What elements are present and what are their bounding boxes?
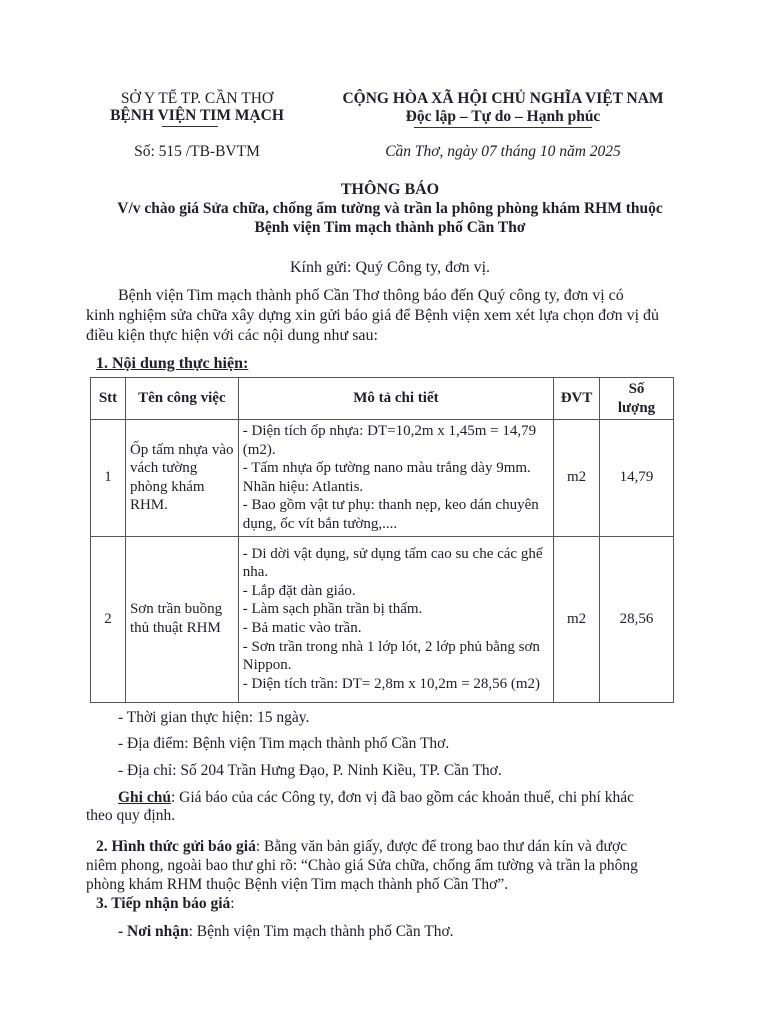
section-2-label: 2. Hình thức gửi báo giá bbox=[96, 838, 256, 855]
section-2-line-1 bbox=[96, 838, 627, 856]
section-3-heading bbox=[96, 895, 235, 913]
row-unit: m2 bbox=[554, 536, 600, 702]
row-stt: 1 bbox=[91, 420, 126, 537]
row-task-name: Sơn trần buồng thủ thuật RHM bbox=[125, 536, 238, 702]
section-2-text: : Bằng văn bản giấy, được để trong bao thư dán kín và được bbox=[255, 838, 628, 855]
section-2-line-2: niêm phong, ngoài bao thư ghi rõ: “Chào giá Sửa chữa, chống ẩm tường và trần la phông bbox=[86, 857, 638, 874]
ministry-name: SỞ Y TẾ TP. CẦN THƠ bbox=[120, 90, 274, 107]
row-task-name: Ốp tấm nhựa vào vách tường phòng khám RHM. bbox=[125, 420, 238, 537]
note-text: : Giá báo của các Công ty, đơn vị đã bao gồm các khoản thuế, chi phí khác bbox=[170, 789, 634, 806]
header-description: Mô tả chi tiết bbox=[238, 378, 553, 420]
description-line: - Sơn trần trong nhà 1 lớp lót, 2 lớp phủ bằng sơn Nippon. bbox=[242, 638, 540, 674]
work-items-table bbox=[90, 377, 674, 703]
row-description bbox=[238, 536, 553, 702]
greeting: Kính gửi: Quý Công ty, đơn vị. bbox=[289, 259, 491, 276]
receiver-value: : Bệnh viện Tim mạch thành phố Cần Thơ. bbox=[188, 923, 454, 940]
note-line-2: theo quy định. bbox=[86, 807, 176, 824]
header-stt: Stt bbox=[91, 378, 126, 420]
receiver-label: - Nơi nhận bbox=[118, 923, 189, 940]
work-address: - Địa chỉ: Số 204 Trần Hưng Đạo, P. Ninh Kiều, TP. Cần Thơ. bbox=[118, 762, 502, 779]
note-label: Ghi chú bbox=[118, 789, 171, 806]
intro-line-1: Bệnh viện Tim mạch thành phố Cần Thơ thông báo đến Quý công ty, đơn vị có bbox=[118, 287, 624, 304]
description-line: - Bả matic vào trần. bbox=[242, 620, 362, 637]
description-line: - Di dời vật dụng, sử dụng tấm cao su che các ghế nha. bbox=[242, 545, 543, 581]
row-stt: 2 bbox=[91, 536, 126, 702]
work-location: - Địa điểm: Bệnh viện Tim mạch thành phố Cần Thơ. bbox=[118, 735, 450, 752]
description-line: - Bao gồm vật tư phụ: thanh nẹp, keo dán chuyên dụng, ốc vít bắn tường,.... bbox=[242, 497, 539, 532]
intro-line-2: kinh nghiệm sửa chữa xây dựng xin gửi báo giá để Bệnh viện xem xét lựa chọn đơn vị đủ bbox=[86, 307, 660, 324]
description-line: - Tấm nhựa ốp tường nano màu trắng dày 9mm. Nhãn hiệu: Atlantis. bbox=[242, 460, 531, 495]
national-motto: Độc lập – Tự do – Hạnh phúc bbox=[405, 108, 601, 125]
notice-subject-line-2: Bệnh viện Tim mạch thành phố Cần Thơ bbox=[254, 219, 526, 236]
table-row bbox=[91, 536, 674, 702]
header-task-name: Tên công việc bbox=[125, 378, 238, 420]
note-line-1 bbox=[118, 789, 634, 807]
nation-title: CỘNG HÒA XÃ HỘI CHỦ NGHĨA VIỆT NAM bbox=[342, 90, 664, 107]
organization-underline bbox=[162, 126, 218, 127]
notice-subject-line-1: V/v chào giá Sửa chữa, chống ẩm tường và trần la phông phòng khám RHM thuộc bbox=[117, 200, 663, 217]
intro-line-3: điều kiện thực hiện với các nội dung như sau: bbox=[86, 327, 378, 344]
place-and-date: Cần Thơ, ngày 07 tháng 10 năm 2025 bbox=[385, 143, 621, 160]
section-3-label: 3. Tiếp nhận báo giá bbox=[96, 895, 231, 912]
table-row bbox=[91, 420, 674, 537]
row-quantity: 28,56 bbox=[600, 536, 674, 702]
row-quantity: 14,79 bbox=[600, 420, 674, 537]
header-quantity-line-2: lượng bbox=[617, 399, 656, 416]
document-number: Số: 515 /TB-BVTM bbox=[134, 143, 260, 160]
organization-name: BỆNH VIỆN TIM MẠCH bbox=[110, 107, 284, 124]
notice-title: THÔNG BÁO bbox=[340, 181, 440, 198]
row-description bbox=[238, 420, 553, 537]
motto-underline bbox=[414, 127, 592, 128]
row-unit: m2 bbox=[554, 420, 600, 537]
description-line: - Diện tích ốp nhựa: DT=10,2m x 1,45m = 14,79 (m2). bbox=[242, 423, 537, 458]
header-unit: ĐVT bbox=[554, 378, 600, 420]
description-line: - Diện tích trần: DT= 2,8m x 10,2m = 28,56 (m2) bbox=[242, 675, 541, 692]
receiver-line bbox=[118, 923, 454, 941]
header-quantity bbox=[600, 378, 674, 420]
section-3-colon: : bbox=[230, 895, 235, 912]
header-quantity-line-1: Số bbox=[628, 380, 645, 397]
table-header-row bbox=[91, 378, 674, 420]
description-line: - Lắp đặt dàn giáo. bbox=[242, 582, 356, 599]
section-1-heading: 1. Nội dung thực hiện: bbox=[96, 355, 249, 372]
section-2-line-3: phòng khám RHM thuộc Bệnh viện Tim mạch thành phố Cần Thơ”. bbox=[86, 876, 509, 893]
execution-time: - Thời gian thực hiện: 15 ngày. bbox=[118, 709, 310, 726]
description-line: - Làm sạch phần trần bị thấm. bbox=[242, 601, 423, 618]
